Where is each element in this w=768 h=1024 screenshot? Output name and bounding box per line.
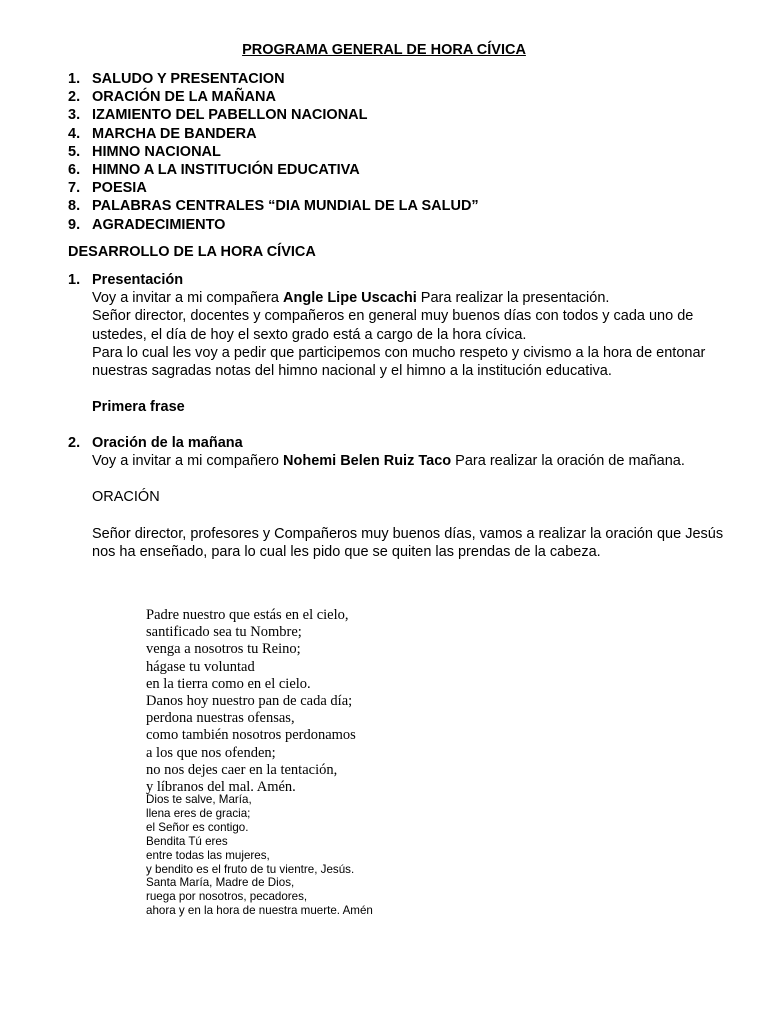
item-text: MARCHA DE BANDERA: [92, 125, 257, 142]
section-number: 2.: [68, 435, 81, 451]
prayer-line: Bendita Tú eres: [146, 834, 228, 848]
development-heading: DESARROLLO DE LA HORA CÍVICA: [68, 244, 316, 260]
item-number: 1.: [68, 71, 81, 87]
prayer-line: en la tierra como en el cielo.: [146, 675, 311, 692]
item-text: HIMNO NACIONAL: [92, 143, 221, 160]
list-item: [68, 125, 728, 143]
item-number: 4.: [68, 125, 81, 142]
item-number: 8.: [68, 198, 81, 215]
item-text: POESIA: [92, 180, 147, 197]
section-body: [92, 289, 728, 416]
invite-suffix: Para realizar la oración de mañana.: [451, 453, 685, 470]
section-header: [68, 271, 728, 289]
list-item: [68, 179, 728, 197]
invite-line: [92, 289, 728, 307]
prayer-line: ahora y en la hora de nuestra muerte. Amén: [146, 904, 373, 918]
prayer-line: Padre nuestro que estás en el cielo,: [146, 607, 349, 623]
prayer-line: ruega por nosotros, pecadores,: [146, 890, 308, 904]
prayer-line: el Señor es contigo.: [146, 820, 249, 834]
item-number: 7.: [68, 180, 81, 197]
prayer-line: como también nosotros perdonamos: [146, 727, 356, 744]
section-heading: Presentación: [92, 272, 184, 288]
prayer-line: y líbranos del mal. Amén.: [146, 779, 296, 796]
section-number: 1.: [68, 272, 81, 288]
invite-prefix: Voy a invitar a mi compañero: [92, 453, 284, 470]
prayer-padre-nuestro: [146, 607, 356, 796]
section-heading: Oración de la mañana: [92, 435, 243, 451]
item-number: 3.: [68, 107, 81, 124]
invitee-name: Angle Lipe Uscachi: [283, 290, 417, 307]
prayer-line: santificado sea tu Nombre;: [146, 624, 302, 641]
invite-suffix: Para realizar la presentación.: [416, 290, 610, 307]
prayer-line: y bendito es el fruto de tu vientre, Jesús.: [146, 862, 355, 876]
invitee-name: Nohemi Belen Ruiz Taco: [283, 453, 452, 470]
list-item: [68, 88, 728, 106]
list-item: [68, 143, 728, 161]
prayer-line: a los que nos ofenden;: [146, 744, 276, 761]
item-text: HIMNO A LA INSTITUCIÓN EDUCATIVA: [92, 161, 360, 178]
oracion-label: ORACIÓN: [92, 489, 160, 506]
prayer-line: venga a nosotros tu Reino;: [146, 641, 301, 658]
list-item: [68, 70, 728, 88]
request-paragraph: Para lo cual les voy a pedir que participemos con mucho respeto y civismo a la hora de entonar nuestras sagradas notas del himno nacional y el himno a la institución educativa.: [92, 344, 706, 380]
section-presentacion: [68, 271, 728, 416]
greeting-paragraph: Señor director, docentes y compañeros en general muy buenos días con todos y cada uno de ustedes, el día de hoy el sexto grado está a cargo de la hora cívica.: [92, 308, 694, 343]
prayer-line: Santa María, Madre de Dios,: [146, 876, 295, 890]
invite-prefix: Voy a invitar a mi compañera: [92, 290, 284, 307]
item-text: SALUDO Y PRESENTACION: [92, 71, 285, 87]
prayer-line: hágase tu voluntad: [146, 658, 255, 675]
oracion-intro-paragraph: Señor director, profesores y Compañeros muy buenos días, vamos a realizar la oración que Jesús nos ha enseñado, para lo cual les pido que se quiten las prendas de la cabeza.: [92, 525, 724, 560]
item-number: 2.: [68, 89, 81, 106]
prayer-line: Danos hoy nuestro pan de cada día;: [146, 693, 353, 710]
item-number: 5.: [68, 143, 81, 160]
list-item: [68, 197, 728, 215]
section-body: [92, 452, 728, 561]
item-text: AGRADECIMIENTO: [92, 216, 226, 233]
section-header: [68, 434, 728, 452]
item-number: 6.: [68, 161, 81, 178]
item-text: ORACIÓN DE LA MAÑANA: [92, 89, 276, 106]
program-list: [68, 70, 728, 234]
item-text: IZAMIENTO DEL PABELLON NACIONAL: [92, 107, 368, 124]
prayer-line: no nos dejes caer en la tentación,: [146, 761, 338, 778]
list-item: [68, 216, 728, 234]
prayer-line: entre todas las mujeres,: [146, 848, 270, 862]
subheading-primera-frase: Primera frase: [92, 399, 185, 416]
prayer-line: perdona nuestras ofensas,: [146, 710, 295, 727]
invite-line: [92, 452, 728, 470]
section-oracion: [68, 434, 728, 561]
list-item: [68, 161, 728, 179]
prayer-line: Dios te salve, María,: [146, 793, 252, 806]
list-item: [68, 106, 728, 124]
item-number: 9.: [68, 216, 81, 233]
page-title: PROGRAMA GENERAL DE HORA CÍVICA: [242, 42, 526, 58]
prayer-line: llena eres de gracia;: [146, 806, 251, 820]
prayer-ave-maria: [146, 793, 373, 918]
item-text: PALABRAS CENTRALES “DIA MUNDIAL DE LA SALUD”: [92, 198, 479, 215]
